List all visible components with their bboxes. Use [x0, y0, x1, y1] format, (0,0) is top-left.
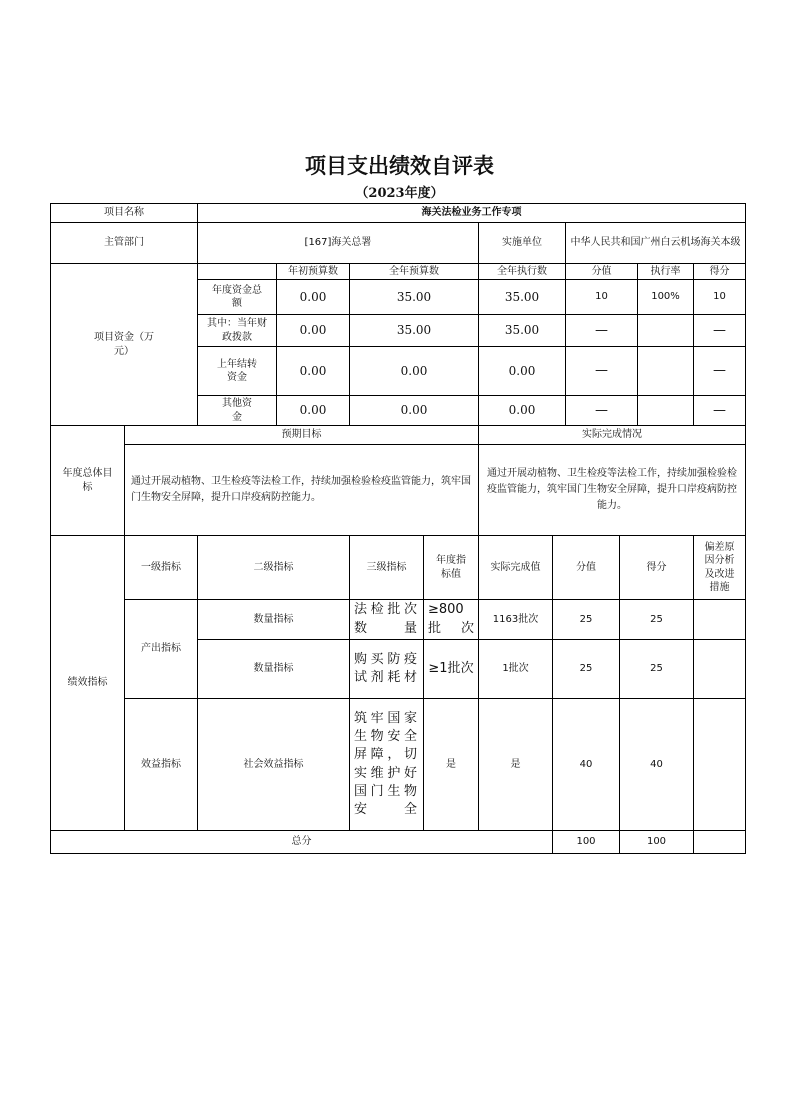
- fund-score: —: [693, 314, 746, 347]
- total-label: 总分: [50, 830, 553, 854]
- goals-actual-text: 通过开展动植物、卫生检疫等法检工作，持续加强检验检疫监管能力，筑牢国门生物安全屏障，提升口岸疫病防控能力。: [478, 444, 746, 536]
- fund-score-value: —: [565, 346, 638, 396]
- indicator-header: 年度指标值: [423, 535, 479, 600]
- fund-rate: [637, 395, 694, 426]
- funds-header: 执行率: [637, 263, 694, 280]
- indicator-target: 是: [423, 698, 479, 831]
- fund-rate: [637, 346, 694, 396]
- indicator-score-value: 40: [552, 698, 620, 831]
- funds-header-blank: [197, 263, 277, 280]
- funds-header: 年初预算数: [276, 263, 350, 280]
- project-name-label: 项目名称: [50, 203, 198, 223]
- unit-value: 中华人民共和国广州白云机场海关本级: [565, 222, 746, 264]
- page-subtitle: （2023年度）: [355, 186, 444, 201]
- indicator-header: 二级指标: [197, 535, 350, 600]
- funds-header: 全年预算数: [349, 263, 479, 280]
- unit-label: 实施单位: [478, 222, 566, 264]
- dept-value: [167]海关总署: [197, 222, 479, 264]
- indicator-target: ≥1批次: [423, 639, 479, 699]
- fund-row-label: 其他资金: [197, 395, 277, 426]
- fund-initial: 0.00: [276, 346, 350, 396]
- total-score-value: 100: [552, 830, 620, 854]
- goals-expected-text: 通过开展动植物、卫生检疫等法检工作，持续加强检验检疫监管能力，筑牢国门生物安全屏障，提升口岸疫病防控能力。: [124, 444, 479, 536]
- indicator-level3: 筑牢国家生物安全屏障，切实维护好国门生物安全: [349, 698, 424, 831]
- indicator-note: [693, 698, 746, 831]
- indicator-level2: 社会效益指标: [197, 698, 350, 831]
- indicator-score: 25: [619, 599, 694, 640]
- fund-executed: 0.00: [478, 346, 566, 396]
- fund-score-value: —: [565, 314, 638, 347]
- fund-initial: 0.00: [276, 279, 350, 315]
- output-indicator-label: 产出指标: [124, 599, 198, 699]
- fund-score: 10: [693, 279, 746, 315]
- fund-executed: 35.00: [478, 314, 566, 347]
- indicator-header: 得分: [619, 535, 694, 600]
- indicator-level2: 数量指标: [197, 639, 350, 699]
- fund-annual: 0.00: [349, 346, 479, 396]
- funds-header: 全年执行数: [478, 263, 566, 280]
- fund-initial: 0.00: [276, 314, 350, 347]
- page-title: 项目支出绩效自评表: [305, 153, 494, 178]
- funds-label: 项目资金（万元）: [50, 263, 198, 426]
- fund-score: —: [693, 346, 746, 396]
- indicators-label: 绩效指标: [50, 535, 125, 831]
- indicator-header: 实际完成值: [478, 535, 553, 600]
- fund-row-label: 上年结转资金: [197, 346, 277, 396]
- indicator-header: 三级指标: [349, 535, 424, 600]
- project-name-value: 海关法检业务工作专项: [197, 203, 746, 223]
- dept-label: 主管部门: [50, 222, 198, 264]
- indicator-header: 一级指标: [124, 535, 198, 600]
- fund-score: —: [693, 395, 746, 426]
- total-note: [693, 830, 746, 854]
- fund-score-value: 10: [565, 279, 638, 315]
- indicator-level3: 法检批次数量: [349, 599, 424, 640]
- indicator-score: 25: [619, 639, 694, 699]
- goals-actual-header: 实际完成情况: [478, 425, 746, 445]
- fund-executed: 0.00: [478, 395, 566, 426]
- total-score: 100: [619, 830, 694, 854]
- indicator-score: 40: [619, 698, 694, 831]
- goals-expected-header: 预期目标: [124, 425, 479, 445]
- indicator-note: [693, 599, 746, 640]
- fund-initial: 0.00: [276, 395, 350, 426]
- fund-executed: 35.00: [478, 279, 566, 315]
- fund-annual: 35.00: [349, 279, 479, 315]
- evaluation-table: [50, 203, 746, 854]
- fund-row-label: 年度资金总额: [197, 279, 277, 315]
- fund-rate: 100%: [637, 279, 694, 315]
- indicator-header: 偏差原因分析及改进措施: [693, 535, 746, 600]
- indicator-level3: 购买防疫试剂耗材: [349, 639, 424, 699]
- indicator-actual: 1163批次: [478, 599, 553, 640]
- fund-rate: [637, 314, 694, 347]
- benefit-indicator-label: 效益指标: [124, 698, 198, 831]
- funds-header: 分值: [565, 263, 638, 280]
- indicator-actual: 是: [478, 698, 553, 831]
- fund-annual: 35.00: [349, 314, 479, 347]
- indicator-score-value: 25: [552, 639, 620, 699]
- fund-score-value: —: [565, 395, 638, 426]
- funds-header: 得分: [693, 263, 746, 280]
- indicator-score-value: 25: [552, 599, 620, 640]
- indicator-actual: 1批次: [478, 639, 553, 699]
- fund-annual: 0.00: [349, 395, 479, 426]
- indicator-header: 分值: [552, 535, 620, 600]
- indicator-target: ≥800批次: [423, 599, 479, 640]
- fund-row-label: 其中：当年财政拨款: [197, 314, 277, 347]
- indicator-level2: 数量指标: [197, 599, 350, 640]
- indicator-note: [693, 639, 746, 699]
- goals-label: 年度总体目标: [50, 425, 125, 536]
